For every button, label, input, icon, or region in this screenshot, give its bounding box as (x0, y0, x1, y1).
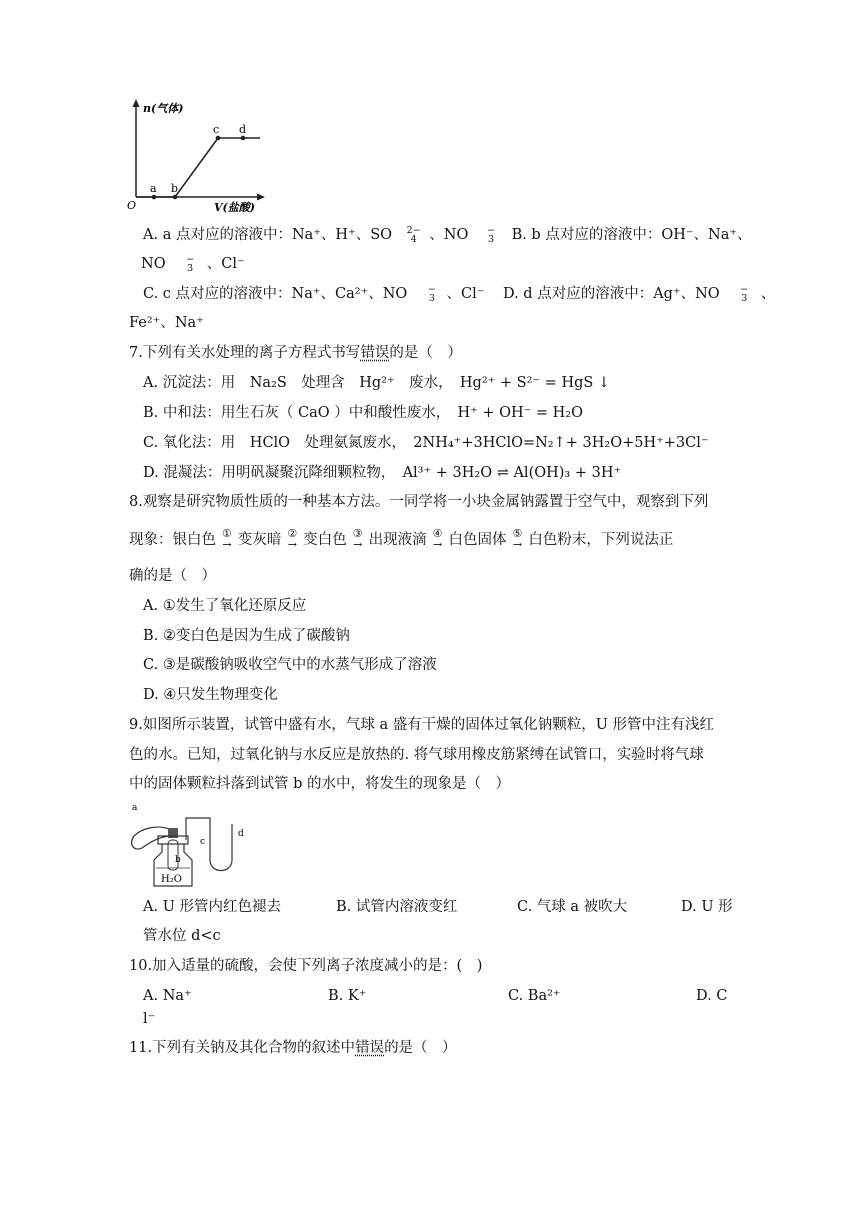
x-axis-arrow (257, 194, 265, 201)
q10-option-d: D. C (696, 988, 728, 1004)
q9-stem-line1: 9.如图所示装置，试管中盛有水，气球 a 盛有干燥的固体过氧化钠颗粒，U 形管中注有浅红 (129, 717, 715, 733)
q8-option-b: B. ②变白色是因为生成了碳酸钠 (143, 628, 350, 644)
q8-chain-state: 银白色 (172, 532, 216, 548)
q6-option-a-ion1: 2− 4 (406, 225, 421, 245)
q6-option-c: C. c 点对应的溶液中：Na⁺、Ca²⁺、NO (143, 286, 408, 302)
q8-step-arrow: ① → (222, 527, 232, 551)
q6-option-b: B. b 点对应的溶液中：OH⁻、Na⁺、 (511, 227, 752, 243)
point-b-label: b (171, 182, 179, 195)
q6-option-b-cont-text: NO (141, 256, 166, 272)
label-c: c (200, 837, 206, 847)
q8-chain-state: 变灰暗 (237, 532, 282, 548)
q8-stem-line3: 确的是（ ） (129, 568, 216, 584)
q11-stem-tail: 的是（ ） (384, 1040, 457, 1056)
q8-step-arrow: ⑤ → (512, 527, 523, 551)
q7-stem (129, 344, 860, 362)
q9-option-c: C. 气球 a 被吹大 (517, 899, 628, 915)
q6-option-b-cont-tail: 、Cl⁻ (206, 256, 245, 272)
q9-option-d-cont: 管水位 d<c (143, 928, 221, 944)
q7-option-a: A. 沉淀法：用 Na₂S 处理含 Hg²⁺ 废水， Hg²⁺ + S²⁻ = HgS ↓ (143, 375, 611, 391)
balloon-a (132, 827, 172, 849)
q8-step-arrow: ② → (287, 527, 298, 551)
y-axis-arrow (133, 99, 140, 107)
point-b-marker (173, 195, 178, 200)
q9-option-d: D. U 形 (681, 899, 733, 915)
q10-stem: 10.加入适量的硫酸，会使下列离子浓度减小的是：( ) (129, 958, 483, 974)
q10-option-c: C. Ba²⁺ (508, 988, 561, 1004)
q9-stem-line2: 色的水。已知，过氧化钠与水反应是放热的. 将气球用橡皮筋紧缚在试管口，实验时将气球 (129, 747, 704, 763)
q8-stem-suffix: ，下列说法正 (586, 532, 674, 548)
q8-stem-line1: 8.观察是研究物质性质的一种基本方法。一同学将一小块金属钠露置于空气中，观察到下列 (129, 494, 709, 510)
q6-option-a: A. a 点对应的溶液中：Na⁺、H⁺、SO (143, 227, 393, 243)
q11-stem (129, 1039, 860, 1057)
q10-option-b: B. K⁺ (328, 988, 367, 1004)
point-a-label: a (150, 182, 157, 195)
q8-chain-state: 出现液滴 (368, 532, 427, 548)
q11-stem-emphasis: 错误 (355, 1040, 385, 1056)
q6-option-d-ion: − 3 (740, 284, 749, 304)
q10-option-a: A. Na⁺ (143, 988, 192, 1004)
q6-option-a-ion2: − 3 (486, 225, 495, 245)
y-axis-label: n(气体) (143, 102, 184, 115)
q6-option-d-cont: Fe²⁺、Na⁺ (129, 315, 204, 331)
q8-stem-chain (129, 528, 860, 550)
point-d-label: d (239, 123, 247, 136)
q6-option-c-ion: − 3 (427, 284, 436, 304)
label-b: b (175, 855, 181, 865)
label-d: d (238, 829, 244, 839)
label-a: a (132, 803, 138, 813)
q8-step-arrow: ④ → (432, 527, 443, 551)
q6-option-a-mid: 、NO (429, 227, 469, 243)
q6-options-cd (143, 285, 860, 303)
q9-option-a: A. U 形管内红色褪去 (143, 899, 282, 915)
q7-option-b: B. 中和法：用生石灰（ CaO ）中和酸性废水， H⁺ + OH⁻ = H₂O (143, 405, 584, 421)
apparatus-figure (128, 800, 258, 890)
gas-volume-graph (126, 97, 276, 215)
q6-option-b-cont (129, 255, 860, 273)
q7-stem-tail: 的是（ ） (389, 345, 462, 361)
q11-stem-text: 11.下列有关钠及其化合物的叙述中 (129, 1040, 356, 1056)
q6-option-d-tail: 、 (760, 286, 776, 302)
q6-option-d: D. d 点对应的溶液中：Ag⁺、NO (502, 286, 720, 302)
q7-stem-emphasis: 错误 (360, 345, 390, 361)
q8-option-c: C. ③是碳酸钠吸收空气中的水蒸气形成了溶液 (143, 657, 437, 673)
q9-stem-line3: 中的固体颗粒抖落到试管 b 的水中，将发生的现象是（ ） (129, 776, 510, 792)
origin-label: O (127, 199, 137, 212)
q8-chain-state: 白色固体 (448, 532, 507, 548)
delivery-tube (186, 818, 210, 860)
q10-option-d-cont: l⁻ (143, 1011, 156, 1027)
q8-option-d: D. ④只发生物理变化 (143, 687, 278, 703)
q8-option-a: A. ①发生了氧化还原反应 (143, 598, 307, 614)
q8-chain-state: 白色粉末 (528, 532, 587, 548)
q8-chain-state: 变白色 (303, 532, 347, 548)
q8-step-arrow: ③ → (352, 527, 363, 551)
q8-stem-prefix: 现象： (129, 532, 173, 548)
x-axis-label: V(盐酸) (214, 201, 255, 214)
point-c-marker (216, 136, 221, 141)
q7-option-d: D. 混凝法：用明矾凝聚沉降细颗粒物， Al³⁺ + 3H₂O ⇌ Al(OH)₃ + 3H⁺ (143, 465, 622, 481)
q7-stem-text: 7.下列有关水处理的离子方程式书写 (129, 345, 361, 361)
point-a-marker (152, 195, 157, 200)
q6-option-c-tail: 、Cl⁻ (446, 286, 485, 302)
label-water: H₂O (161, 874, 182, 885)
q9-option-b: B. 试管内溶液变红 (336, 899, 458, 915)
q6-options-ab (143, 226, 860, 244)
q6-option-b-cont-ion: − 3 (186, 254, 195, 274)
point-d-marker (241, 136, 246, 141)
u-tube (210, 824, 232, 871)
point-c-label: c (213, 123, 220, 136)
q7-option-c: C. 氧化法：用 HClO 处理氨氮废水， 2NH₄⁺+3HClO=N₂↑+ 3H₂O+5H⁺+3Cl⁻ (143, 435, 709, 451)
